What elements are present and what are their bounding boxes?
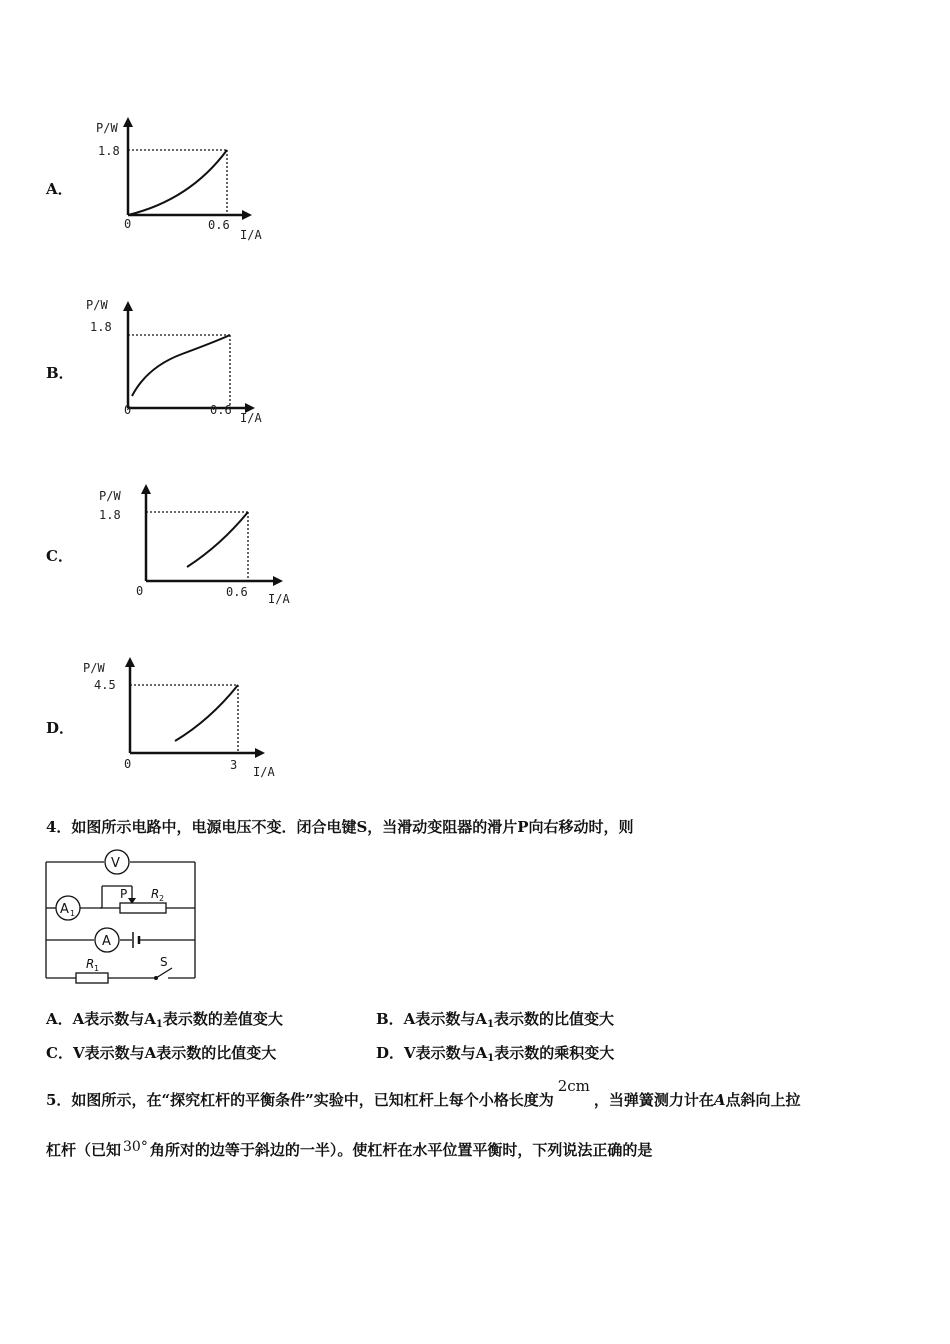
q4-circuit-diagram <box>40 846 205 990</box>
x-axis-label: I/A <box>240 411 262 425</box>
y-axis-label: P/W <box>96 121 118 135</box>
y-axis-label: P/W <box>83 661 105 675</box>
power-curve <box>132 335 230 396</box>
r1-label: R <box>86 957 95 971</box>
r2-sub: 2 <box>159 894 165 903</box>
r1-sub: 1 <box>94 964 100 973</box>
q4-choice-c: C．V表示数与A表示数的比值变大 <box>46 1044 277 1062</box>
y-axis-label: P/W <box>99 489 121 503</box>
y-axis-arrow-icon <box>123 301 133 311</box>
ammeter-a-label: A <box>102 934 111 949</box>
voltmeter-label: V <box>111 856 120 871</box>
switch-s-label: S <box>160 955 168 969</box>
resistor-r1-icon <box>76 973 108 983</box>
y-tick-label: 1.8 <box>99 508 121 522</box>
x-tick-label: 0.6 <box>208 218 230 232</box>
origin-label: 0 <box>136 584 144 598</box>
r2-label: R <box>151 887 160 901</box>
power-curve <box>175 685 238 741</box>
rheostat-r2-icon <box>120 903 166 913</box>
x-tick-label: 3 <box>230 758 238 772</box>
origin-label: 0 <box>124 403 132 417</box>
ammeter-a1-sub: 1 <box>70 909 76 918</box>
x-axis-arrow-icon <box>242 210 252 220</box>
q5-line-1: 5．如图所示，在“探究杠杆的平衡条件”实验中，已知杠杆上每个小格长度为2cm，当弹簧测力计在A点斜向上拉 <box>46 1077 801 1109</box>
q5-line-2: 杠杆（已知 30° 角所对的边等于斜边的一半）。使杠杆在水平位置平衡时，下列说法正确的是 <box>46 1139 653 1159</box>
x-axis-arrow-icon <box>255 748 265 758</box>
option-a-graph <box>90 115 280 249</box>
y-tick-label: 1.8 <box>90 320 112 334</box>
power-curve <box>187 512 248 567</box>
option-a-letter: A． <box>46 180 73 198</box>
option-b-graph <box>82 292 272 431</box>
slider-p-label: P <box>120 887 128 901</box>
option-d-graph <box>80 652 280 786</box>
origin-label: 0 <box>124 757 132 771</box>
q4-choice-b: B．A表示数与$A_1$表示数的比值变大 <box>376 1010 614 1030</box>
origin-label: 0 <box>124 217 132 231</box>
y-axis-arrow-icon <box>141 484 151 494</box>
q4-stem: 4．如图所示电路中，电源电压不变．闭合电键S，当滑动变阻器的滑片P向右移动时，则 <box>46 818 634 836</box>
option-c-graph <box>96 480 296 614</box>
x-axis-arrow-icon <box>273 576 283 586</box>
x-axis-label: I/A <box>240 228 262 242</box>
x-axis-label: I/A <box>268 592 290 606</box>
y-axis-arrow-icon <box>123 117 133 127</box>
x-axis-label: I/A <box>253 765 275 779</box>
y-axis-label: P/W <box>86 298 108 312</box>
y-tick-label: 1.8 <box>98 144 120 158</box>
ammeter-a1-label: A <box>60 902 69 917</box>
power-curve <box>128 150 227 215</box>
y-axis-arrow-icon <box>125 657 135 667</box>
y-tick-label: 4.5 <box>94 678 116 692</box>
q4-choice-d: D．V表示数与$A_1$表示数的乘积变大 <box>376 1044 615 1064</box>
q4-choice-a: A．A表示数与$A_1$表示数的差值变大 <box>46 1010 283 1030</box>
x-tick-label: 0.6 <box>210 403 232 417</box>
option-c-letter: C． <box>46 547 73 565</box>
x-tick-label: 0.6 <box>226 585 248 599</box>
option-d-letter: D． <box>46 719 75 737</box>
option-b-letter: B． <box>46 364 74 382</box>
